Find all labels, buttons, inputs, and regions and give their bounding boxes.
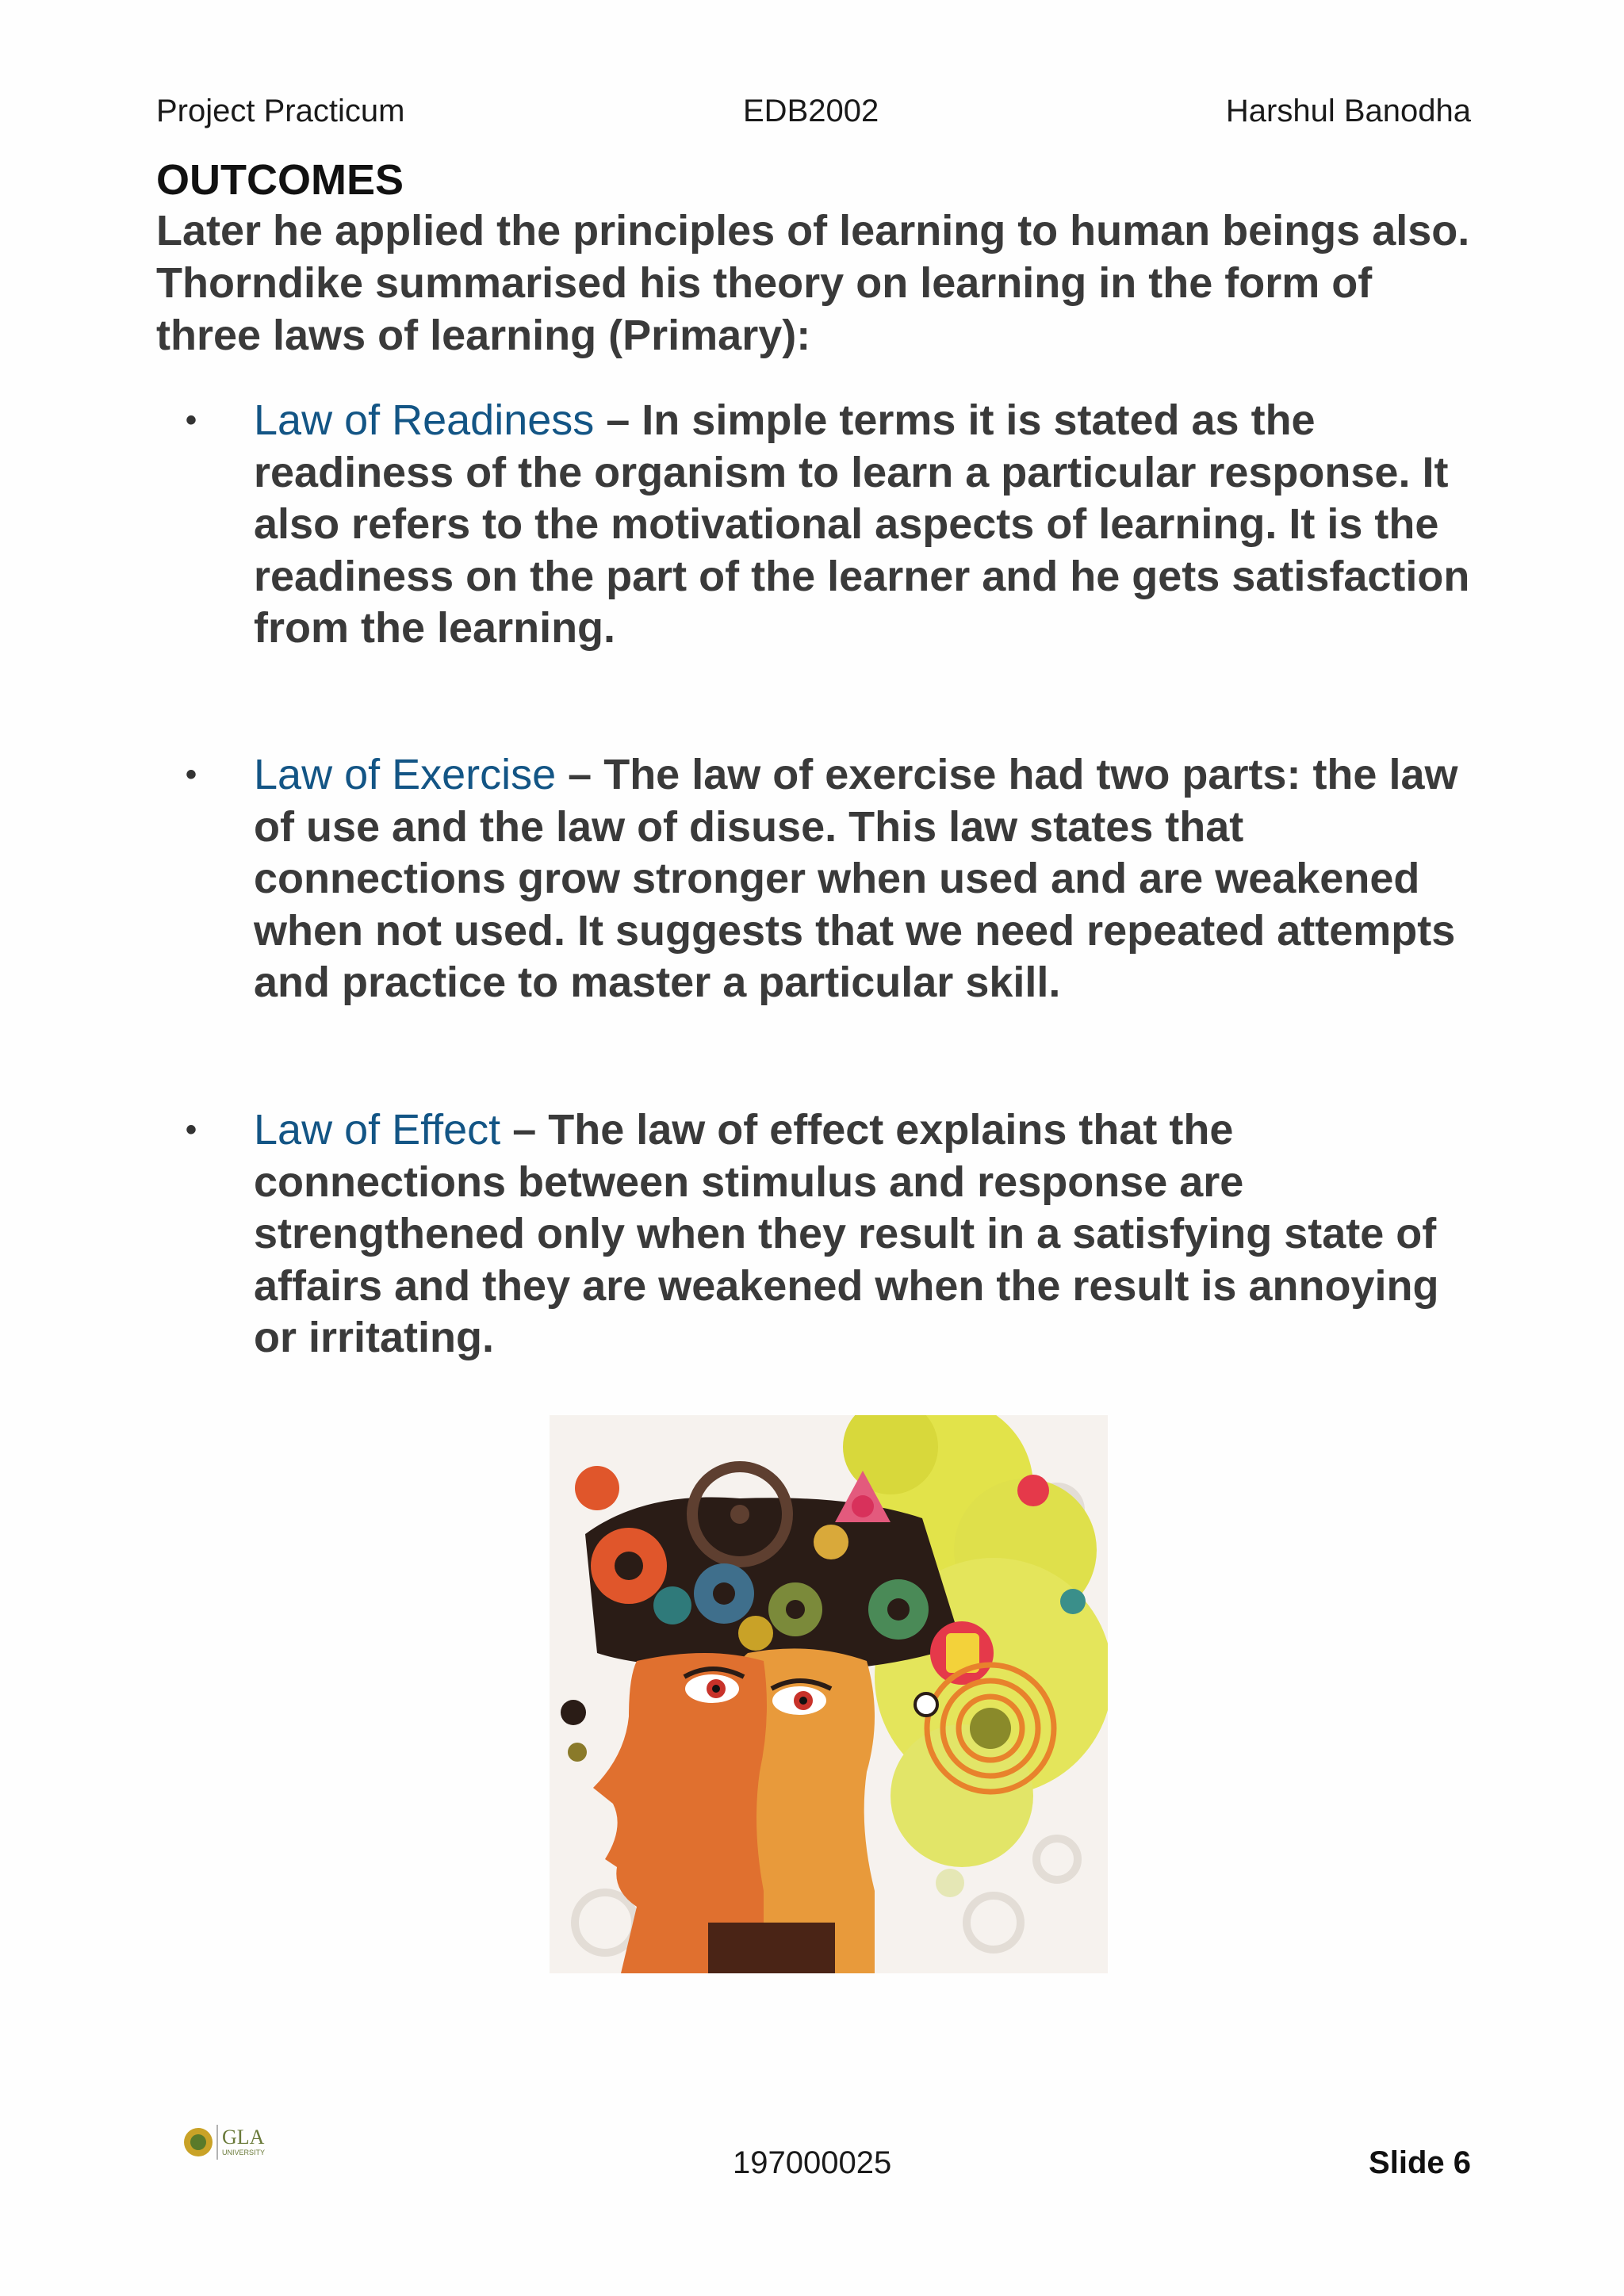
brain-gears-illustration [550, 1415, 1108, 1973]
gla-university-logo [181, 2118, 276, 2166]
header-course: Project Practicum [156, 94, 405, 128]
logo-text: GLA [222, 2126, 265, 2149]
law-exercise-name: Law of Exercise [254, 751, 557, 798]
header-code: EDB2002 [743, 94, 879, 128]
law-exercise-item [186, 749, 1491, 1009]
intro-paragraph: Later he applied the principles of learning to human beings also. Thorndike summarised his theory on learning in the form of three laws of learning (Primary): [156, 207, 1470, 359]
header-author: Harshul Banodha [1225, 94, 1471, 128]
bullet: • [186, 403, 197, 438]
brain-gears-image [550, 1415, 1108, 1973]
footer-slide-number: Slide 6 [1369, 2145, 1471, 2180]
law-exercise-text: – The law of exercise had two parts: the law of use and the law of disuse. This law states that connections grow stronger when used and are weakened when not used. It suggests that we need repeated attempts and practice to master a particular skill. [254, 751, 1458, 1006]
footer-student-id: 197000025 [733, 2145, 892, 2180]
law-readiness-item [186, 395, 1491, 655]
law-readiness-text: – In simple terms it is stated as the readiness of the organism to learn a particular response. It also refers to the motivational aspects of learning. It is the readiness on the part of the learner and he gets satisfaction from the learning. [254, 396, 1470, 652]
law-effect-item [186, 1104, 1491, 1364]
law-effect-name: Law of Effect [254, 1106, 501, 1154]
bullet: • [186, 757, 197, 792]
section-title: OUTCOMES [156, 156, 404, 204]
logo-subtext: UNIVERSITY [222, 2149, 266, 2156]
law-effect-text: – The law of effect explains that the connections between stimulus and response are strengthened only when they result in a satisfying state of affairs and they are weakened when the result is annoying or irritating. [254, 1106, 1439, 1361]
bullet: • [186, 1112, 197, 1147]
law-readiness-name: Law of Readiness [254, 396, 595, 444]
